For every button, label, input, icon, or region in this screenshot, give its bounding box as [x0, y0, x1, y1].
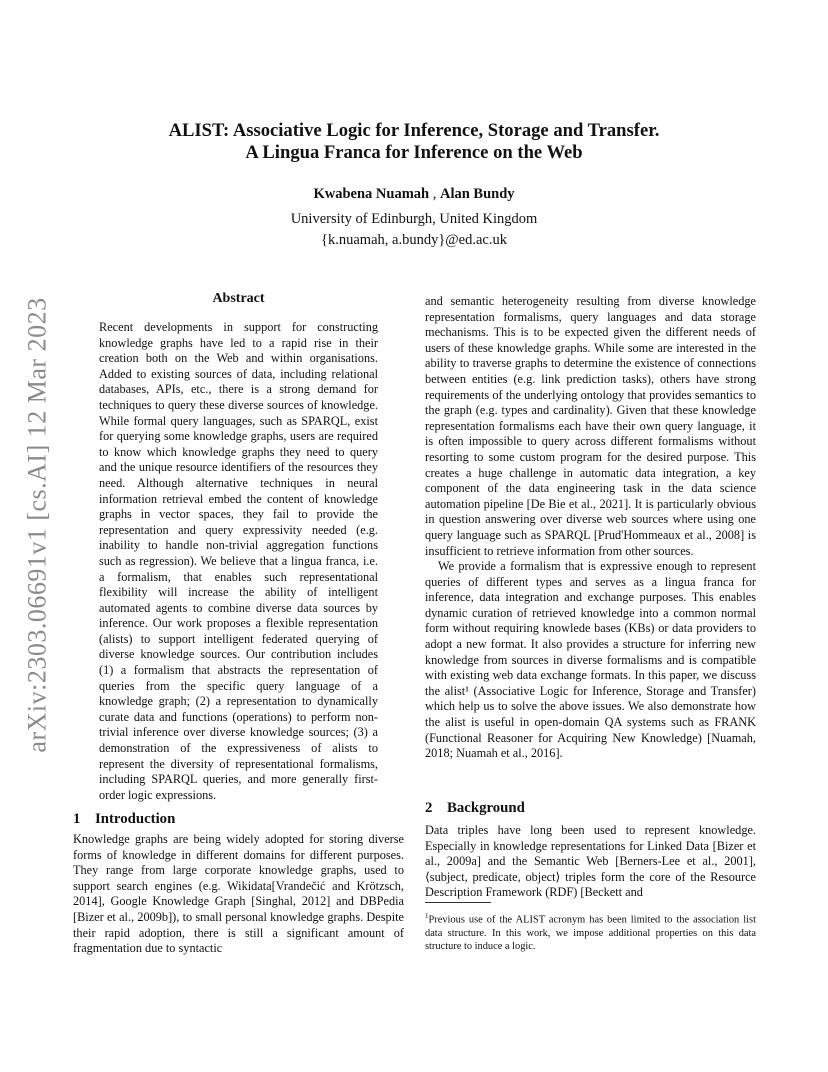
footnote — [425, 910, 756, 954]
author-1: Kwabena Nuamah — [313, 186, 430, 202]
right-paragraph-2: We provide a formalism that is expressive enough to represent queries of different types and serves as a lingua franca for inference, data integration and exchange purposes. This enables dynamic curation of retrieved knowledge into a common normal form without requiring knowlede bases (KBs) or data providers to adopt a new format. It also provides a structure for inferring new knowledge from sources in diverse formalisms and is compatible with existing web data exchange formats. In this paper, we discuss the alist¹ (Associative Logic for Inference, Storage and Transfer) which help us to solve the above issues. We also demonstrate how the alist is useful in open-domain QA systems such as FRANK (Functional Reasoner for Acquiring New Knowledge) [Nuamah, 2018; Nuamah et al., 2016]. — [425, 559, 756, 761]
section-title: Introduction — [95, 811, 176, 827]
footnote-mark: 1 — [425, 912, 429, 920]
paper-title — [100, 120, 728, 164]
section-heading-introduction — [73, 811, 175, 828]
title-line-2: A Lingua Franca for Inference on the Web — [245, 142, 583, 163]
abstract-text: Recent developments in support for constructing knowledge graphs have led to a rapid rise in their creation both on the Web and within organisations. Added to existing sources of data, including relational databases, APIs, etc., there is a strong demand for techniques to query these diverse sources of knowledge. While formal query languages, such as SPARQL, exist for querying some knowledge graphs, users are required to know which knowledge graphs they need to query and the unique resource identifiers of the resources they need. Although alternative techniques in neural information retrieval embed the content of knowledge graphs in vector spaces, they fail to provide the representation and query expressivity needed (e.g. inability to handle non-trivial aggregation functions such as regression). We believe that a lingua franca, i.e. a formalism, that enables such representational flexibility will increase the ability of intelligent automated agents to combine diverse data sources by inference. Our work proposes a flexible representation (alists) to support intelligent federated querying of diverse knowledge sources. Our contribution includes (1) a formalism that abstracts the representation of queries from the specific query language of a knowledge graph; (2) a representation to dynamically curate data and functions (operations) to perform non-trivial inference over diverse knowledge sources; (3) a demonstration of the expressiveness of alists to represent the diversity of representational formalisms, including SPARQL queries, and more generally first-order logic expressions. — [99, 320, 378, 802]
authors — [100, 186, 728, 203]
section-heading-background — [425, 800, 525, 817]
arxiv-stamp-text: arXiv:2303.06691v1 [cs.AI] 12 Mar 2023 — [23, 297, 52, 753]
abstract-body — [99, 320, 378, 803]
institution: University of Edinburgh, United Kingdom — [290, 211, 538, 227]
right-column-body — [425, 294, 756, 762]
author-separator: , — [429, 186, 440, 202]
abstract-heading: Abstract — [212, 291, 265, 306]
section-number: 1 — [73, 811, 81, 827]
introduction-body — [73, 832, 404, 957]
arxiv-identifier-stamp — [18, 290, 58, 760]
footnote-divider — [425, 902, 491, 903]
background-text: Data triples have long been used to represent knowledge. Especially in knowledge representations for Linked Data [Bizer et al., 2009a] and the Semantic Web [Berners-Lee et al., 2001], ⟨subject, predicate, object⟩ triples form the core of the Resource Description Framework (RDF) [Beckett and — [425, 823, 756, 900]
footnote-text: Previous use of the ALIST acronym has been limited to the association list data structure. In this work, we impose additional properties on this data structure to induce a logic. — [425, 914, 756, 953]
introduction-text: Knowledge graphs are being widely adopted for storing diverse forms of knowledge in different domains for different purposes. They range from large corporate knowledge graphs, used to support search engines (e.g. Wikidata[Vrandečić and Krötzsch, 2014], Google Knowledge Graph [Singhal, 2012] and DBPedia [Bizer et al., 2009b]), to small personal knowledge graphs. Despite their rapid adoption, there is still a significant amount of fragmentation due to syntactic — [73, 832, 404, 956]
background-body — [425, 823, 756, 901]
author-2: Alan Bundy — [439, 186, 515, 202]
section-title: Background — [447, 800, 525, 816]
section-number: 2 — [425, 800, 433, 816]
affiliation — [100, 209, 728, 251]
title-line-1: ALIST: Associative Logic for Inference, Storage and Transfer. — [168, 120, 660, 141]
email: {k.nuamah, a.bundy}@ed.ac.uk — [321, 232, 507, 248]
right-paragraph-1: and semantic heterogeneity resulting from diverse knowledge representation formalisms, query languages and data storage mechanisms. This is to be expected given the different needs of users of these knowledge graphs. While some are interested in the ability to traverse graphs to determine the existence of connections between entities (e.g. link prediction tasks), others have strong requirements of the underlying ontology that provides semantics to the graph (e.g. types and cardinality). Given that these knowledge representation formalisms each have their own query language, it is often impossible to query across different formalisms without resorting to some custom program for the desired purpose. This creates a huge challenge in automatic data integration, a key component of the data engineering task in the data science automation pipeline [De Bie et al., 2021]. It is particularly obvious in question answering over diverse web sources where using one query language such as SPARQL [Prud'Hommeaux et al., 2008] is insufficient to retrieve information from other sources. — [425, 294, 756, 558]
